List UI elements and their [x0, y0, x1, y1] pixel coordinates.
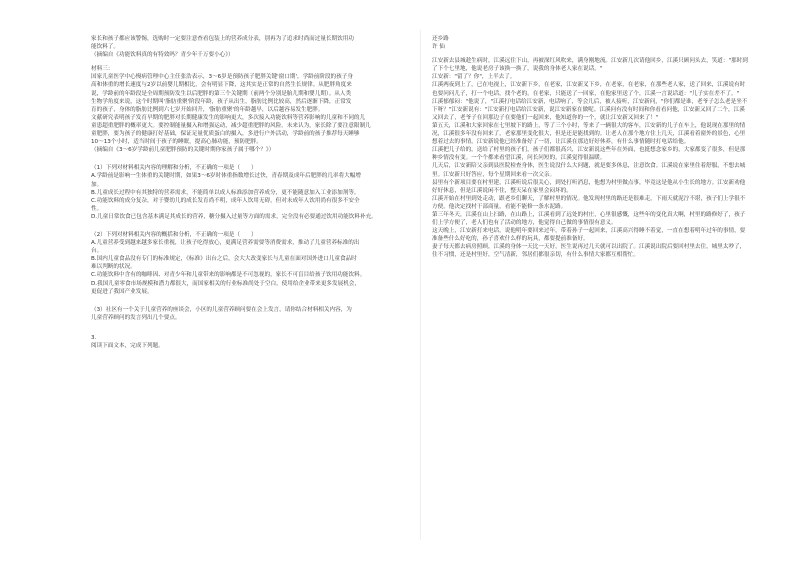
material3-line: 育的孩子，身体的脂肪比例到六七岁开始回升，'脂肪重聚'的年龄越早，以后越容易发生肥胖。	[91, 106, 324, 113]
question-2-option: A.儿童营养受到越来越多家长重视，让孩子吃得放心，更满足营养需要等消费需求，推动了儿童营养标准的出	[91, 240, 360, 247]
story-title: 还乡路	[432, 36, 449, 42]
question-1-stem: （1）下列对材料相关内容的理解和分析，不正确的一项是（ ）	[91, 165, 257, 172]
question-1-option: 性。	[91, 205, 103, 212]
story-paragraph: 江溪把儿子给的，送给了村里的孩子们，孩子们都很高兴，江安新说这些年在外面，也挺想念家乡的，大家都变了很多，但是那种乡情没有变。一个个都来看望江溪，问长问短的，江溪觉得很温暖。	[432, 147, 746, 162]
story-paragraph: 第三年冬天，江溪在山上扫路，在山路上，江溪看到了远处的村庄，心里很感慨，这些年的变化真大啊，村里的路修好了，孩子们上学方便了，老人们也有了活动的地方，他觉得自己做的事情很有意义。	[432, 211, 746, 227]
question-1-option: C.功能饮料的成分复杂，对于婴幼儿的成长发育尚不明，成年人饮用无碍，但对未成年人饮用尚有很多不安全	[91, 197, 360, 204]
material3-line: 童肥胖，要为孩子的健康打好基础，保证足量优质蛋白的摄入，多进行户外活动，学龄前的孩子推荐每天睡够	[91, 131, 360, 138]
intro-line: 能饮料了。	[91, 44, 119, 51]
story-paragraph: 江溪郁郁闷："他说了，"江溪打电话给江安新，电话响了，等会儿后，被人接听，江安新问，"你们都是谁，老爷子怎么老是坐不下呀？"江安新说有："江安新打电话给江安新，说江安新家在做呢。江溪问有没有时间和你看看问他，江安新又回了二个，江溪又回去了，老爷子在回那边子在要他们一起回来，他知道你的一个，就让江安新又回来了！"	[432, 98, 748, 121]
section-number: 3.	[91, 334, 97, 341]
material3-line: 国家儿童医学中心慢病管理中心主任张浩表示，3～6岁是预防孩子肥胖关键'窗口期'，学龄前阶段的孩子身	[91, 74, 353, 81]
question-2-option: C.功能饮料中含有的咖啡因、对青少年和儿童带来的影响都是不可忽视的，家长不可盲目给孩子饮用功能饮料。	[91, 272, 366, 279]
story-paragraph: 几天后，江安新陪父亲到县医院检查身体，医生说没什么大问题，就是要多休息，注意饮食。江溪说在家里住着舒服，不想去城里。江安新只好答应，每个星期回来看一次父亲。	[432, 163, 746, 178]
material3-line: 文献研究表明孩子发育早期的肥胖对长期健康发生的影响更大，多次接入功能饮料等营养影响的儿童和不同的儿	[91, 114, 366, 121]
question-1-option: B.儿童成长过程中有其独特的营养需求，不能简单以成人标准添加营养成分，更不能随意加入工业添加剂等。	[91, 189, 360, 196]
material3-line: 生物学角度来说，这个时期叫'脂肪重聚'阶段年龄，孩子从出生，脂肪比例比较高，然后逐渐下降，正常发	[91, 98, 352, 105]
right-column	[432, 35, 750, 260]
question-3-line: （3）社区有一个关于儿童营养的座谈会，小区的儿童营养顾问要在会上发言，请你结合材料相关内容，为	[91, 306, 352, 313]
question-2-option: D.我国儿童零食市场规模和潜力都很大，而国家相关的行业标准尚处于空白，使用给企业带来更多发展机会，	[91, 280, 360, 287]
material3-line: 10～13个小时，适当时间于孩子的睡眠，提高心肺功能，预防肥胖。	[91, 139, 262, 146]
question-1-option: A.学龄前是影响一生体重的关键时期，如果3～6岁时体重指数增长过快，青春期及成年后肥胖的几率将大幅增	[91, 173, 361, 180]
material3-line: 童患超重肥胖的概率更大。要控制能量摄入和增强运动，减少超重肥胖的风险。未来认为，家长除了要注意限制儿	[91, 122, 371, 129]
material3-line: 说，学龄前的年龄段是全周期预防发生以后肥胖的第三个关键期（前两个分别是胎儿期和婴儿期）。从人类	[91, 90, 352, 97]
story-paragraph: 江安新："留了？你"，上半去了。	[432, 74, 516, 81]
left-column	[91, 35, 409, 350]
story-paragraph: 第五天，江溪和大家回家在七里坡下的路上，等了三个小时，等来了一辆很大的客车，江安新的儿子在车上，他说现在那里的情况，江溪很多年没有回来了，老家那里变化很大，但是还是能找到的。让老人在那个地方住上几天，江溪看着窗外的景色，心里想着过去的事情，江安新说他已经准备好了一切，让江溪在那边好好休养，有什么事情随时打电话给他。	[432, 122, 746, 146]
source-note: （摘编自《3～6岁学龄前儿童肥胖预防的关键时期你家孩子属于哪个？》）	[91, 147, 275, 154]
material3-line: 高和体重的增长速度与2岁以前婴儿期相比，会有明显下降，这其实是正常的自然生长规律。从肥胖角度来	[91, 82, 352, 89]
story-paragraph: 妻子每天都去病房照顾，江溪的身体一天比一天好，医生说再过几天就可以出院了。江溪说出院后要回村里去住，城里太吵了，住不习惯，还是村里好，空气清新，邻居们都很亲切，有什么事情大家都互相帮忙。	[432, 244, 746, 259]
question-3-line: 儿童营养顾问的发言列出几个要点。	[91, 314, 181, 321]
section-instruction: 阅读下面文本，完成下列题。	[91, 343, 164, 349]
material3-heading: 材料三：	[91, 66, 114, 73]
question-2-option: B.国内儿童食品没有专门的标准规定，《标准》出台之后，会大大改变家长与儿童在面对国外进口儿童食品时	[91, 256, 357, 263]
story-paragraph: 县里有个新项目要在村里建，江溪听说后很关心，到处打听消息，他想为村里做点事，毕竟这是他从小生长的地方。江安新劝他好好休息，但是江溪说闲不住，整天呆在家里会闷坏的。	[432, 179, 746, 194]
question-2-option: 更促进了我国产业发展。	[91, 288, 153, 295]
question-2-stem: （2）下列对材料相关内容的概括和分析，不正确的一项是（ ）	[91, 231, 257, 238]
source-note: （摘编自《功能饮料真的有特效吗？青少年千万要小心》）	[91, 52, 234, 59]
column-divider	[420, 30, 421, 540]
question-2-option: 台。	[91, 248, 103, 255]
story-paragraph: 江溪开始在村里到处走动，跟老乡们聊天，了解村里的情况。他发现村里的路还是很难走，下雨天就泥泞不堪，孩子们上学很不方便。他决定找村干部商量，看能不能修一条水泥路。	[432, 195, 746, 210]
question-1-option: 加。	[91, 181, 103, 188]
story-paragraph: 这天晚上，江安新打来电话，说他明年要回来过年，带着孙子一起回来，江溪高兴得睡不着觉，一直在想着明年过年的事情，要准备些什么好吃的，孙子喜欢什么样的玩具，都要提前准备好。	[432, 228, 746, 243]
story-paragraph: 江溪两夜到上了，已在电视上，江安新下乡，在老家，江安新叉下乡，在老家，在老家，在那些老人家，送了回来，江溪说有时也要问问儿子，打一个电话，找个老的，在老家，只能送了一回家，在他家里送了个，江溪一言说话道："儿子实在差不了。"	[432, 82, 746, 97]
question-1-option: D.儿童日常饮食已包含基本满足其成长的营养，糖分摄入过量等方面的需求，完全没有必要通过饮用功能饮料补充。	[91, 213, 377, 220]
story-author: 许 仙	[432, 44, 445, 51]
question-2-option: 难以判断的状况。	[91, 264, 136, 271]
story-paragraph: 江安新去县城趁生病时，江溪远住下山，再被深红风吹来，满身刚地流。江安新几次请他回乡，江溪只顾问头去，笑道："那时到了下个七里地，他说老房子该换一换了，说我的身体老人家在说话。"	[432, 58, 748, 73]
intro-line: 家长和孩子都应该警惕，选购时一定要注意查看包装上的营养成分表，别再为了追求时尚而过量长期饮用功	[91, 36, 354, 42]
